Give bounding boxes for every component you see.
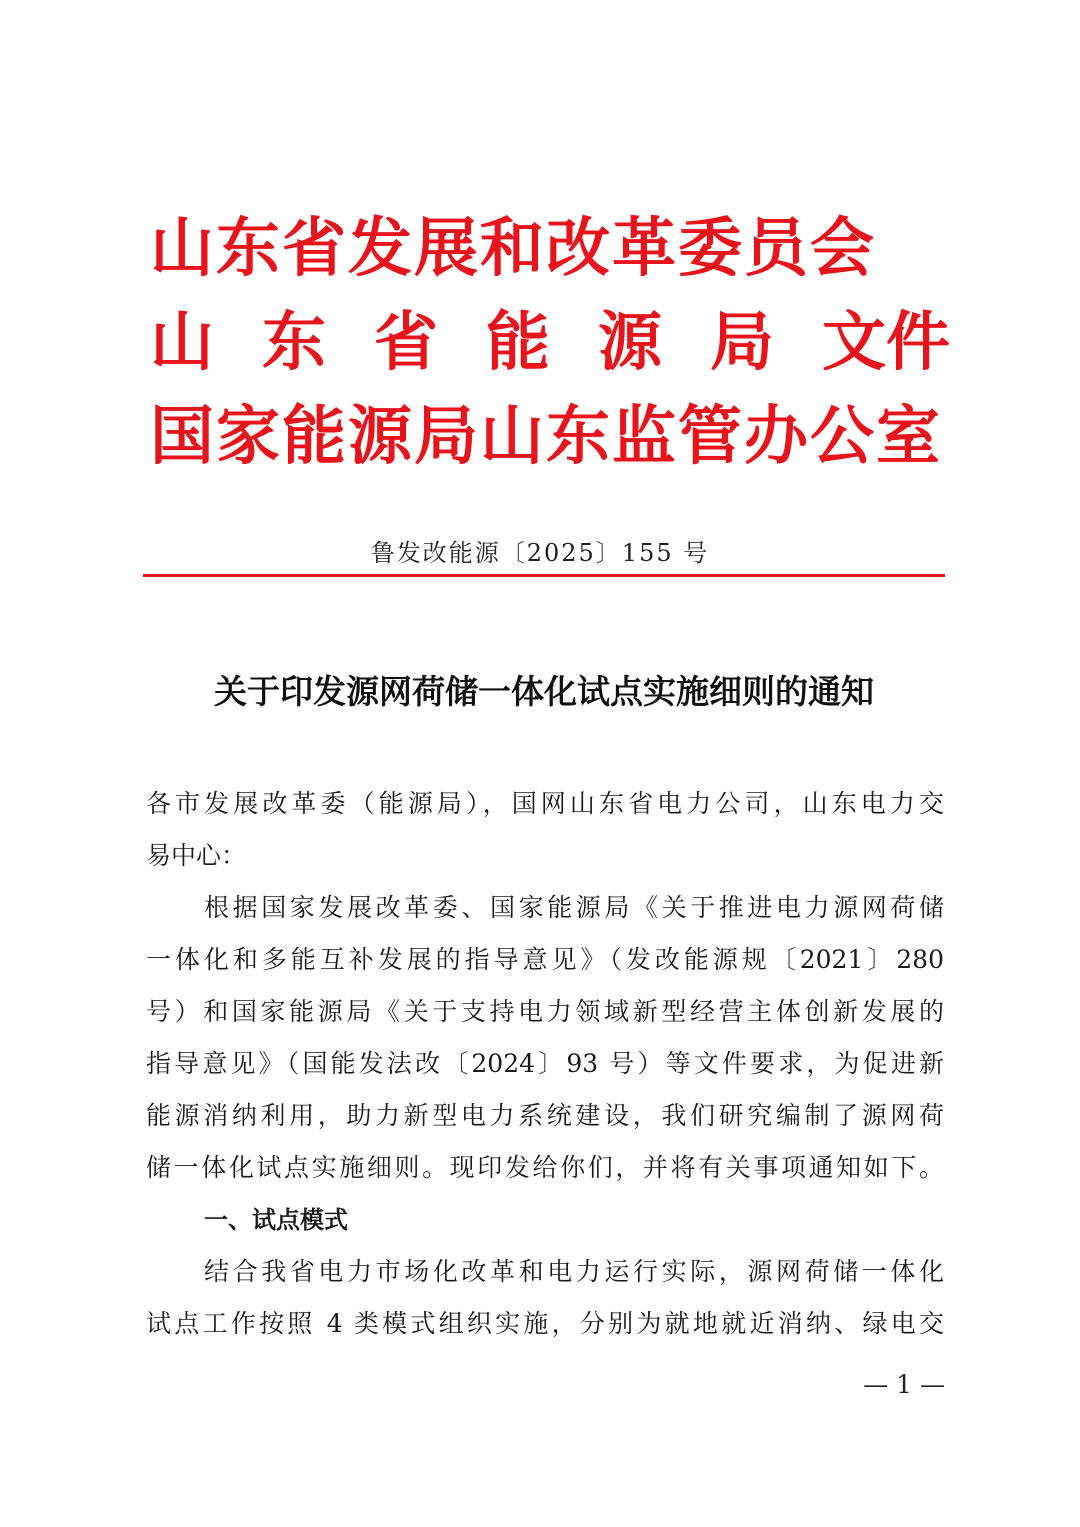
document-number: 鲁发改能源〔2025〕155 号 [370, 539, 710, 567]
red-header-rule [143, 574, 945, 577]
body-line: 能源消纳利用，助力新型电力系统建设，我们研究编制了源网荷 [146, 1101, 944, 1130]
issuer-char: 能 [486, 306, 550, 380]
body-line: 根据国家发展改革委、国家能源局《关于推进电力源网荷储 [204, 893, 944, 922]
issuer-line-regulatory-office: 国家能源局山东监管办公室 [150, 400, 942, 474]
page-number: — 1 — [863, 1370, 945, 1399]
section-heading: 一、试点模式 [204, 1206, 348, 1234]
issuer-line-ndrc: 山东省发展和改革委员会 [150, 212, 876, 286]
issuer-char: 省 [374, 306, 438, 380]
body-line: 一体化和多能互补发展的指导意见》（发改能源规〔2021〕280 [146, 945, 944, 974]
body-line: 指导意见》（国能发法改〔2024〕93 号）等文件要求，为促进新 [146, 1049, 944, 1078]
issuer-char: 源 [598, 306, 662, 380]
body-line: 号）和国家能源局《关于支持电力领域新型经营主体创新发展的 [146, 997, 944, 1026]
issuer-char: 文件 [822, 306, 950, 380]
body-line: 各市发展改革委（能源局），国网山东省电力公司，山东电力交 [146, 789, 944, 818]
body-line: 试点工作按照 4 类模式组织实施，分别为就地就近消纳、绿电交 [146, 1309, 944, 1338]
issuer-char: 山 [150, 306, 214, 380]
body-line: 易中心： [146, 841, 247, 870]
issuer-char: 东 [262, 306, 326, 380]
document-title: 关于印发源网荷储一体化试点实施细则的通知 [214, 672, 874, 711]
body-line: 结合我省电力市场化改革和电力运行实际，源网荷储一体化 [204, 1257, 944, 1286]
issuer-char: 局 [710, 306, 774, 380]
issuer-line-energy-bureau [150, 301, 950, 385]
body-line: 储一体化试点实施细则。现印发给你们，并将有关事项通知如下。 [146, 1153, 944, 1182]
